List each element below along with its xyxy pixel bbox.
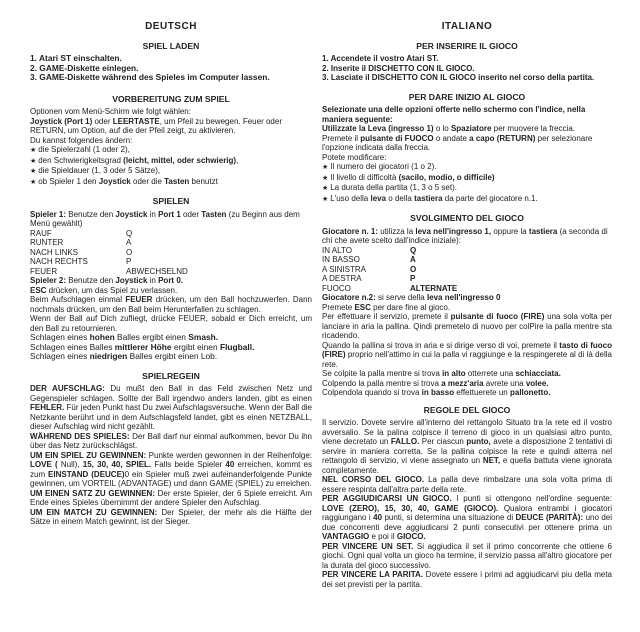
- giocatore-1-line: [322, 227, 612, 246]
- txt: Für jeden Punkt hast Du zwei Aufschlagsversuche. Wenn der Ball die Netzkante berührt und in dem Aufschlagsfeld landet, gibt es einen NETZBALL, dieser Aufschlag wird nicht gezählt.: [30, 403, 312, 431]
- txt-bold: pulsante di FUOCO: [360, 133, 434, 143]
- regola-corso: [322, 475, 612, 494]
- txt-bold: FEUER: [125, 295, 153, 304]
- key-name: RAUF: [30, 228, 52, 238]
- regola-gioco: [322, 494, 612, 542]
- txt-bold: UM EIN MATCH ZU GEWINNEN:: [30, 507, 158, 517]
- option-bold: (leicht, mittel, oder schwierig): [123, 155, 237, 165]
- key-name: RUNTER: [30, 238, 64, 247]
- txt: uno dei due concorrenti deve aggiudicarsi 2 punti consecutivi per ottenere prima un: [322, 513, 613, 532]
- txt: Schlagen eines Balles: [30, 341, 115, 352]
- txt-bold: 40: [373, 513, 383, 522]
- inizio-modificare: Potete modificare:: [322, 152, 387, 162]
- txt-bold: leva: [370, 193, 387, 203]
- txt: avrete una: [483, 378, 526, 388]
- inserire-heading: PER INSERIRE IL GIOCO: [416, 40, 518, 51]
- opzione-controllo: [322, 194, 612, 205]
- key-name: FEUER: [30, 266, 58, 276]
- txt-bold: niedrigen: [89, 351, 128, 361]
- txt: (a seconda di chi che avete scelto dall'indice iniziale):: [322, 226, 608, 245]
- option-schwierigkeit: [30, 156, 312, 167]
- key-name: NACH RECHTS: [30, 257, 88, 266]
- txt: per dare fine al gioco.: [370, 302, 451, 312]
- txt-bold: in alto: [442, 369, 466, 378]
- laden-step-3: 3. GAME-Diskette während des Spieles im Computer lassen.: [30, 72, 270, 82]
- regola-parita: [322, 570, 612, 589]
- txt: Per effettuare il servizio, premete il: [322, 312, 451, 321]
- txt-bold: FEHLER.: [30, 403, 65, 412]
- retour-paragraph: Wenn der Ball auf Dich zufliegt, drücke FEUER, sobald er Dich erreicht, um den Ball zu retournieren.: [30, 314, 312, 333]
- txt-bold: WÄHREND DES SPIELES:: [30, 431, 130, 441]
- txt: punti, si determina una situazione di: [382, 513, 516, 522]
- txt-bold: Port 0.: [158, 276, 183, 285]
- txt-bold: 15, 30, 40, SPIEL.: [82, 460, 152, 469]
- txt: proprio nell'attimo in cui la palla vi raggiunge e la respingerete al di là della rete.: [322, 350, 612, 369]
- txt-bold: DEUCE (PARITÀ):: [515, 513, 584, 522]
- txt: Benutze den: [66, 209, 116, 219]
- txt-bold: (sacilo, modio, o difficile): [398, 172, 495, 182]
- txt-bold: PER VINCERE UN SET.: [322, 541, 414, 551]
- inserire-step-1: 1. Accendete il vostro Atari ST.: [322, 54, 439, 63]
- key-name: A SINISTRA: [322, 264, 367, 274]
- txt: drücken, um das Spiel zu verlassen.: [46, 285, 178, 295]
- esc-key: ESC: [354, 302, 371, 312]
- txt-bold: pulsante di fuoco (FIRE): [450, 312, 545, 321]
- vorbereitung-choose: Du kannst folgendes ändern:: [30, 135, 133, 145]
- txt: utilizza la: [378, 226, 416, 236]
- key-value: A: [410, 255, 416, 264]
- txt: Dovete servire all'interno del rettangolo Situato tra la rete ed il vostro avversalio. Se la palina colpisce il terreno di gioco in un qualsiasi altro punto, viene decretato un: [322, 418, 613, 446]
- italiano-heading: ITALIANO: [441, 21, 493, 32]
- txt-bold: Giocatore n.2:: [322, 293, 376, 302]
- servizio-paragraph: [322, 312, 612, 341]
- txt: o della: [386, 193, 415, 203]
- option-text: benutzt: [189, 176, 218, 186]
- txt-bold: tasto di fuoco (FIRE): [322, 340, 612, 359]
- txt: in: [147, 209, 159, 219]
- txt-bold: Smash.: [188, 332, 219, 342]
- txt: in: [147, 276, 159, 285]
- laden-step-2: 2. GAME-Diskette einlegen.: [30, 62, 139, 73]
- txt: o andate: [433, 133, 470, 143]
- txt-bold: FALLO.: [390, 437, 420, 446]
- txt-bold: PER VINCERE LA PARITA.: [322, 570, 424, 579]
- txt-bold: schiacciata.: [515, 369, 561, 378]
- key-value: ALTERNATE: [410, 283, 458, 293]
- txt: per muovere la freccia.: [491, 124, 575, 133]
- txt: si serve della: [375, 293, 427, 302]
- option-text: ob Spieler 1 den: [38, 176, 99, 186]
- key-value: P: [410, 274, 416, 283]
- vorbereitung-joystick-line: [30, 117, 312, 136]
- option-bold: Joystick: [98, 176, 131, 186]
- txt: Falls beide Spieler: [151, 460, 226, 469]
- txt: e quella battuta viene ignorata completamente.: [322, 456, 612, 475]
- txt: drücken, um den Ball hochzuwerfen. Dann nochmals drücken, um den Ball beim Herunterfallen zu schlagen.: [30, 295, 312, 314]
- vorbereitung-intro: Optionen vom Menü-Schirm wie folgt wählen:: [30, 107, 191, 116]
- laden-step-1: 1. Atari ST einschalten.: [30, 53, 122, 63]
- txt: Null),: [57, 460, 83, 469]
- spieler-2-label: Spieler 2:: [30, 276, 67, 285]
- txt: La palla deve rimbalzare una sola volta prima di essere respinta dall'altra parte della rete.: [322, 475, 612, 494]
- option-steuerung: [30, 177, 312, 188]
- lob-line: [30, 352, 312, 362]
- regel-waehrend: [30, 432, 312, 451]
- txt: Balles ergibt einen: [114, 332, 189, 342]
- regel-aufschlag: [30, 384, 312, 432]
- opzione-durata: ★ La durata della partita (1, 3 o 5 set).: [322, 183, 612, 194]
- option-spieldauer: ★ die Spieldauer (1, 3 oder 5 Sätze),: [30, 166, 312, 177]
- joystick-text: Joystick (Port 1): [30, 116, 93, 126]
- esc-line-it: [322, 303, 612, 313]
- key-value: O: [410, 264, 417, 274]
- txt: avete a disposizione 2 tentativi di servire in maniera corretta. Se la pallina colpisce la rete e quindi atterra nel rettangolo di servizio, vi viene assegnato un: [322, 437, 612, 465]
- txt: per selezionare l'opzione indicata dalla freccia.: [322, 133, 593, 152]
- txt: 0: [124, 469, 130, 479]
- joystick-desc: , um Pfeil zu bewegen. Feuer oder RETURN, um Option, auf die der Pfeil zeigt, zu aktivieren.: [30, 116, 282, 135]
- txt: Quando la pallina si trova in aria e si dirige verso di voi, premete il: [322, 340, 560, 350]
- option-spielerzahl: ★ die Spielerzahl (1 oder 2),: [30, 145, 312, 156]
- inserire-step-3: 3. Lasciate il DISCHETTO CON IL GIOCO inserito nel corso della partita.: [322, 73, 595, 82]
- txt: oder: [180, 209, 202, 219]
- key-name: IN ALTO: [322, 245, 352, 255]
- txt: ergibt einen: [171, 341, 220, 352]
- txt-bold: Joystick: [115, 209, 148, 219]
- txt: Benutze den: [66, 276, 116, 285]
- txt-bold: PER AGGIUDICARSI UN GIOCO.: [322, 494, 452, 503]
- key-name: IN BASSO: [322, 255, 360, 264]
- txt: Colpendo la palla mentre si trova: [322, 378, 442, 388]
- txt-bold: UM EINEN SATZ ZU GEWINNEN:: [30, 488, 155, 498]
- txt: Per ciascun: [419, 437, 467, 446]
- txt: Qualora entrambi i giocatori raggiungano i: [322, 503, 612, 522]
- key-value: ABWECHSELND: [126, 266, 188, 276]
- inizio-heading: PER DARE INIZIO AL GIOCO: [408, 91, 526, 102]
- txt-bold: Tasten: [201, 209, 227, 219]
- txt-bold: DER AUFSCHLAG:: [30, 384, 105, 393]
- inizio-premete-line: [322, 134, 612, 153]
- txt-bold: EINSTAND (DEUCE): [48, 469, 125, 479]
- respinta-paragraph: [322, 341, 612, 370]
- key-value: Q: [126, 228, 133, 238]
- txt: Du mußt den Ball in das Feld zwischen Netz und Gegenspieler schlagen. Sollte der Ball irgendwo anders landen, gibt es einen: [30, 384, 313, 403]
- txt-bold: pallonetto.: [509, 388, 551, 397]
- txt-bold: Utilizzate la Leva (ingresso 1): [322, 124, 434, 133]
- spielregeln-heading: SPIELREGEIN: [142, 370, 200, 381]
- txt: I punti si ottengono nell'ordine seguente:: [451, 494, 612, 503]
- txt: Schlagen eines: [30, 332, 90, 342]
- txt-bold: Flugball.: [219, 341, 255, 352]
- txt-bold: UM EIN SPIEL ZU GEWINNEN:: [30, 450, 147, 460]
- spielen-heading: SPIELEN: [152, 196, 190, 206]
- txt-bold: hohen: [89, 332, 115, 342]
- schiacciata-line: [322, 369, 612, 379]
- txt: erreichen, kommt es zum: [30, 460, 312, 479]
- txt: una sola volta per lanciare in aria la pallina. Qindi premetelo di nuovo per colPire la palla mentre sta ricadendo.: [322, 312, 613, 340]
- pallonetto-line: [322, 388, 612, 398]
- txt-bold: tastiera: [414, 193, 443, 203]
- deutsch-heading: DEUTSCH: [145, 21, 197, 32]
- vorbereitung-heading: VORBEREITUNG ZUM SPIEL: [112, 93, 230, 104]
- regola-servizio: [322, 418, 612, 475]
- txt-bold: leva nell'ingresso 1,: [415, 226, 492, 236]
- txt: da parte del giocatore n.1.: [442, 193, 538, 203]
- txt: Schlagen eines: [30, 351, 90, 361]
- option-text: den Schwierigkeitsgrad: [38, 155, 124, 165]
- regel-match: [30, 508, 312, 527]
- txt: otterrete una: [465, 369, 516, 378]
- txt: Der Ball darf nur einmal aufkommen, bevor Du ihn über das Netz zurückschlägst.: [30, 431, 312, 450]
- key-value: Q: [410, 245, 417, 255]
- txt: Premete il: [322, 133, 361, 143]
- txt: L'uso della: [330, 193, 371, 203]
- txt-bold: in basso: [421, 388, 455, 397]
- txt: Il livello di difficoltà: [330, 172, 399, 182]
- txt-bold: NEL CORSO DEL GIOCO.: [322, 475, 425, 484]
- de-key-table: [30, 229, 312, 277]
- txt-bold: 40: [225, 460, 235, 469]
- txt: Balles ergibt einen Lob.: [127, 351, 218, 361]
- option-bold: Tasten: [164, 176, 190, 186]
- txt-bold: mittlerer Höhe: [114, 341, 172, 352]
- esc-key: ESC: [30, 285, 47, 295]
- txt: Punkte werden gewonnen in der Reihenfolge:: [146, 450, 312, 460]
- key-value: O: [126, 247, 133, 257]
- key-name: FUOCO: [322, 283, 351, 293]
- inizio-intro: Selezionate una delle opzioni offerte nello schermo con l'indice, nella maniera seguente:: [322, 105, 586, 124]
- it-key-table: [322, 246, 612, 294]
- txt: e poi il: [369, 532, 397, 541]
- txt: Beim Aufschlagen einmal: [30, 295, 126, 304]
- txt: Si aggiudica il set il primo concorrente che ottiene 6 giochi. Ogni qual volta un gioco ha termine, il servizio passa all'altro giocatore per la durata del gioco successivo.: [322, 541, 612, 570]
- key-name: NACH LINKS: [30, 247, 79, 257]
- option-text: ,: [236, 155, 239, 165]
- option-text: oder die: [130, 176, 165, 186]
- txt: Colpendola quando si trova: [322, 388, 422, 397]
- txt-bold: GIOCO.: [396, 532, 426, 541]
- leertaste-text: LEERTASTE: [112, 116, 160, 126]
- key-value: A: [126, 238, 132, 247]
- txt: effettuerete un: [454, 388, 510, 397]
- txt: ein Spieler muß zwei aufeinanderfolgende Punkte gewinnen, um VORTEIL (ADVANTAGE) und dann GAME (SPIEL) zu erreichen.: [30, 469, 312, 488]
- txt-bold: leva nell'ingresso 0: [426, 293, 501, 302]
- txt-bold: punto,: [466, 437, 491, 446]
- esc-line: [30, 286, 312, 296]
- txt-bold: LOVE (ZERO), 15, 30, 40, GAME (GIOCO).: [322, 503, 499, 513]
- txt: oppure la: [491, 226, 529, 236]
- key-value: P: [126, 257, 132, 266]
- italiano-column: [322, 0, 612, 589]
- txt: o lo: [433, 124, 451, 133]
- aufschlag-paragraph: [30, 295, 312, 314]
- svolgimento-heading: SVOLGIMENTO DEL GIOCO: [410, 213, 524, 223]
- opzione-giocatori: ★ Il numero dei giocatori (1 o 2).: [322, 162, 612, 173]
- spieler-1-label: Spieler 1:: [30, 209, 67, 219]
- spieler-1-line: [30, 210, 312, 229]
- inizio-leva-line: [322, 124, 612, 134]
- txt-bold: Joystick: [115, 276, 148, 285]
- txt-bold: Port 1: [158, 209, 181, 219]
- txt: Dovete essere i primi ad aggiudicarvi piu della meta dei set previsti per la partita.: [322, 570, 613, 589]
- regola-set: [322, 542, 612, 571]
- connector-text: oder: [92, 116, 113, 126]
- regel-satz: [30, 489, 312, 508]
- txt-bold: Spaziatore: [450, 124, 492, 133]
- txt-bold: VANTAGGIO: [322, 532, 370, 541]
- spieler-2-line: [30, 276, 312, 286]
- giocatore-2-line: [322, 293, 612, 303]
- key-name: A DESTRA: [322, 274, 362, 283]
- txt: Der Spieler, der mehr als die Hälfte der Sätze in einem Match gewinnt, ist der Sieger.: [30, 507, 312, 526]
- txt: Il servizio.: [322, 418, 359, 427]
- inserire-step-2: 2. Inserite il DISCHETTO CON IL GIOCO.: [322, 63, 475, 73]
- txt-bold: tastiera: [528, 226, 558, 236]
- txt: Der erste Spieler, der 6 Spiele erreicht. Am Ende eines Spieles übernimmt der andere Spieler den Aufschlag.: [30, 488, 312, 507]
- txt-bold: a capo (RETURN): [469, 133, 536, 143]
- txt-bold: NET,: [482, 456, 501, 465]
- txt: Premete: [322, 302, 355, 312]
- regole-heading: REGOLE DEL GIOCO: [423, 404, 511, 415]
- txt-bold: volee.: [525, 378, 549, 388]
- txt-bold: a mezz'aria: [441, 378, 484, 388]
- txt: Se colpite la palla mentre si trova: [322, 369, 443, 378]
- deutsch-column: [30, 0, 312, 527]
- regel-spiel: [30, 451, 312, 489]
- spiel-laden-heading: SPIEL LADEN: [142, 40, 200, 51]
- txt-bold: LOVE (: [30, 460, 58, 469]
- txt-bold: Giocatore n. 1:: [322, 226, 379, 236]
- opzione-difficolta: [322, 173, 612, 184]
- txt: (zu Beginn aus dem Menü gewählt): [30, 209, 300, 228]
- volee-line: [322, 379, 612, 389]
